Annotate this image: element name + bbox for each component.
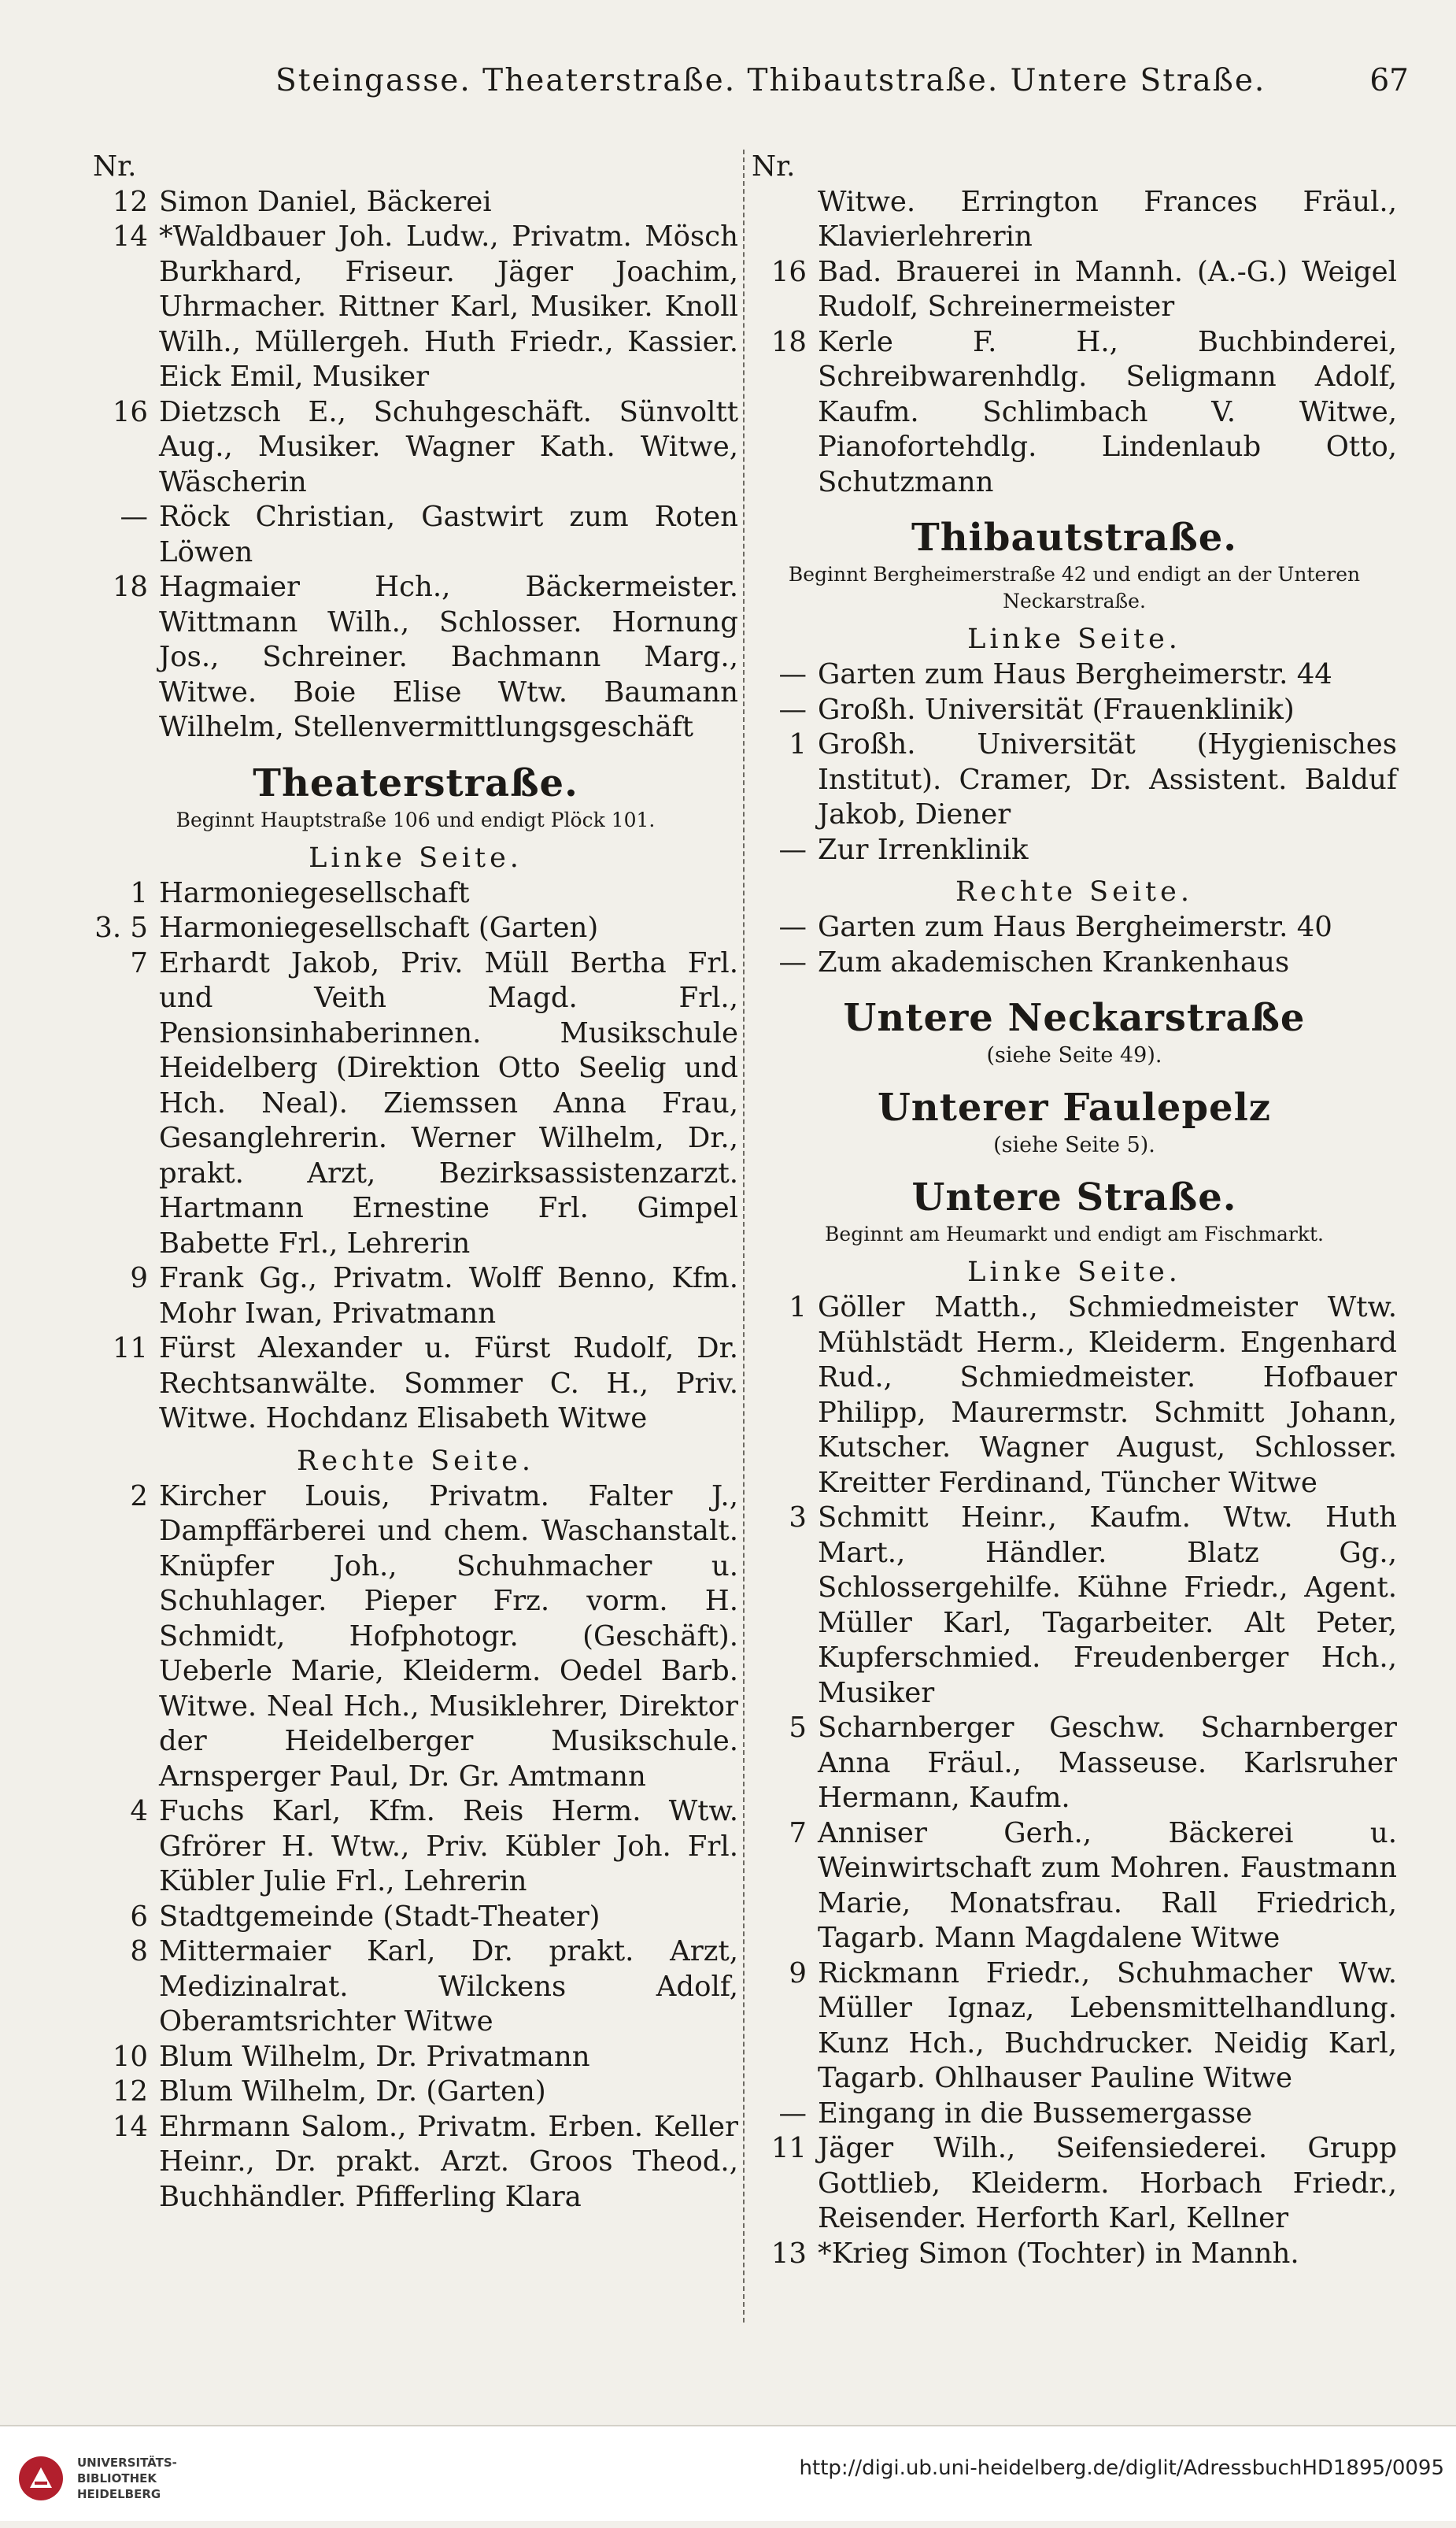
list-item (752, 946, 1397, 981)
list-item (93, 1331, 738, 1437)
list-item (752, 1290, 1397, 1501)
right-column (752, 150, 1397, 2271)
entry-text: Fuchs Karl, Kfm. Reis Herm. Wtw. Gfrörer H. Wtw., Priv. Kübler Joh. Frl. Kübler Julie Frl., Lehrerin (159, 1795, 738, 1897)
house-number: 9 (789, 1956, 807, 1989)
untere-strasse-list (752, 1290, 1397, 2271)
entry-text: Kerle F. H., Buchbinderei, Schreibwarenhdlg. Seligmann Adolf, Kaufm. Schlimbach V. Witwe, Pianofortehdlg. Lindenlaub Otto, Schutzmann (818, 325, 1397, 498)
house-number: 1 (789, 1291, 807, 1323)
list-item (752, 833, 1397, 868)
running-title: Steingasse. Theaterstraße. Thibautstraße. Untere Straße. (275, 63, 1266, 98)
list-item (93, 876, 738, 912)
logo-line: BIBLIOTHEK (77, 2471, 157, 2485)
list-item (93, 220, 738, 395)
entry-text: Kircher Louis, Privatm. Falter J., Dampffärberei und chem. Waschanstalt. Knüpfer Joh., Schuhmacher u. Schuhlager. Pieper Frz. vorm. H. Schmidt, Hofphotogr. (Geschäft). Ueberle Marie, Kleiderm. Oedel Barb. Witwe. Neal Hch., Musiklehrer, Direktor der Heidelberger Musikschule. Arnsperger Paul, Dr. Gr. Amtmann (159, 1479, 738, 1793)
house-number: 7 (130, 946, 148, 979)
house-number: 12 (112, 2075, 148, 2108)
entry-text: Röck Christian, Gastwirt zum Roten Löwen (159, 501, 738, 568)
list-item (93, 1479, 738, 1795)
house-number: 10 (112, 2040, 148, 2073)
entry-text: Garten zum Haus Bergheimerstr. 44 (818, 658, 1332, 690)
house-number: 3. 5 (94, 912, 148, 944)
side-label-left: Linke Seite. (967, 624, 1181, 655)
house-number: — (778, 833, 807, 866)
entry-text: Simon Daniel, Bäckerei (159, 185, 492, 218)
house-number: 6 (130, 1900, 148, 1933)
house-number: 8 (130, 1935, 148, 1967)
list-item (93, 1794, 738, 1900)
list-item (752, 2097, 1397, 2132)
see-page-note: (siehe Seite 49). (986, 1043, 1162, 1068)
steingasse-list-continued (752, 255, 1397, 501)
house-number: — (120, 501, 148, 533)
house-number: 11 (770, 2132, 807, 2164)
list-item (93, 570, 738, 746)
continued-entry (752, 185, 1397, 255)
street-heading-thibautstrasse: Thibautstraße. (911, 516, 1237, 560)
house-number: 1 (130, 876, 148, 909)
house-number: — (778, 658, 807, 690)
entry-text: *Waldbauer Joh. Ludw., Privatm. Mösch Burkhard, Friseur. Jäger Joachim, Uhrmacher. Rittner Karl, Musiker. Knoll Wilh., Müllergeh. Huth Friedr., Kassier. Eick Emil, Musiker (159, 220, 738, 393)
entry-text: Jäger Wilh., Seifensiederei. Grupp Gottlieb, Kleiderm. Horbach Friedr., Reisender. Herforth Karl, Kellner (818, 2132, 1397, 2234)
entry-text: Garten zum Haus Bergheimerstr. 40 (818, 911, 1332, 943)
list-item (93, 2075, 738, 2110)
entry-text: Frank Gg., Privatm. Wolff Benno, Kfm. Mohr Iwan, Privatmann (159, 1262, 738, 1330)
side-label-left: Linke Seite. (967, 1257, 1181, 1288)
entry-text: Ehrmann Salom., Privatm. Erben. Keller Heinr., Dr. prakt. Arzt. Groos Theod., Buchhändler. Pfifferling Klara (159, 2110, 738, 2213)
house-number: 1 (789, 728, 807, 761)
entry-text: Anniser Gerh., Bäckerei u. Weinwirtschaft zum Mohren. Faustmann Marie, Monatsfrau. Rall Friedrich, Tagarb. Mann Magdalene Witwe (818, 1816, 1397, 1954)
list-item (93, 2040, 738, 2075)
house-number: — (778, 946, 807, 979)
house-number: 18 (112, 571, 148, 603)
house-number: 14 (112, 2110, 148, 2143)
nr-label: Nr. (93, 150, 137, 183)
entry-text: Dietzsch E., Schuhgeschäft. Sünvoltt Aug., Musiker. Wagner Kath. Witwe, Wäscherin (159, 395, 738, 498)
side-label-right: Rechte Seite. (297, 1445, 534, 1477)
list-item (752, 1956, 1397, 2097)
street-subtitle: Beginnt am Heumarkt und endigt am Fischmarkt. (825, 1223, 1324, 1245)
left-column (93, 150, 738, 2215)
entry-text: Erhardt Jakob, Priv. Müll Bertha Frl. und Veith Magd. Frl., Pensionsinhaberinnen. Musikschule Heidelberg (Direktion Otto Seelig und Hch. Neal). Ziemssen Anna Frau, Gesanglehrerin. Werner Wilhelm, Dr., prakt. Arzt, Bezirksassistenzarzt. Hartmann Ernestine Frl. Gimpel Babette Frl., Lehrerin (159, 946, 738, 1260)
list-item (752, 1501, 1397, 1711)
entry-text: Zum akademischen Krankenhaus (818, 946, 1290, 979)
house-number: — (778, 2097, 807, 2130)
entry-text: Zur Irrenklinik (818, 833, 1029, 866)
side-label-left: Linke Seite. (309, 842, 523, 874)
list-item (752, 2131, 1397, 2237)
entry-text: Harmoniegesellschaft (Garten) (159, 912, 599, 944)
entry-text: Blum Wilhelm, Dr. Privatmann (159, 2040, 590, 2073)
logo-line: UNIVERSITÄTS- (77, 2456, 177, 2470)
library-logo[interactable] (16, 2453, 220, 2516)
house-number: 14 (112, 220, 148, 253)
list-item (93, 2110, 738, 2215)
thibautstrasse-left-list (752, 657, 1397, 868)
list-item (93, 1261, 738, 1331)
entry-text: Rickmann Friedr., Schuhmacher Ww. Müller Ignaz, Lebensmittelhandlung. Kunz Hch., Buchdrucker. Neidig Karl, Tagarb. Ohlhauser Pauline Witwe (818, 1956, 1397, 2094)
house-number: 5 (789, 1712, 807, 1744)
entry-text: Harmoniegesellschaft (159, 876, 470, 909)
entry-text: *Krieg Simon (Tochter) in Mannh. (818, 2237, 1299, 2270)
entry-text: Großh. Universität (Frauenklinik) (818, 693, 1295, 726)
library-seal-icon (16, 2453, 71, 2508)
entry-text: Fürst Alexander u. Fürst Rudolf, Dr. Rechtsanwälte. Sommer C. H., Priv. Witwe. Hochdanz Elisabeth Witwe (159, 1332, 738, 1434)
house-number: 16 (112, 395, 148, 428)
page-number: 67 (1369, 63, 1409, 98)
theaterstrasse-left-list (93, 876, 738, 1437)
page-header (0, 63, 1456, 118)
house-number: 18 (770, 325, 807, 358)
house-number: — (778, 693, 807, 726)
house-number: 3 (789, 1501, 807, 1534)
side-label-right: Rechte Seite. (955, 876, 1193, 908)
street-heading-untere-strasse: Untere Straße. (911, 1175, 1237, 1220)
footer-bar (0, 2425, 1456, 2521)
list-item (93, 946, 738, 1262)
list-item (752, 1711, 1397, 1816)
entry-text: Göller Matth., Schmiedmeister Wtw. Mühlstädt Herm., Kleiderm. Engenhard Rud., Schmiedmeister. Hofbauer Philipp, Maurermstr. Schmitt Johann, Kutscher. Wagner August, Schlosser. Kreitter Ferdinand, Tüncher Witwe (818, 1291, 1397, 1499)
entry-text: Blum Wilhelm, Dr. (Garten) (159, 2075, 546, 2108)
list-item (752, 693, 1397, 728)
list-item (752, 1816, 1397, 1956)
street-heading-unterer-faulepelz: Unterer Faulepelz (877, 1086, 1272, 1130)
entry-text: Hagmaier Hch., Bäckermeister. Wittmann Wilh., Schlosser. Hornung Jos., Schreiner. Bachmann Marg., Witwe. Boie Elise Wtw. Baumann Wilhelm, Stellenvermittlungsgeschäft (159, 571, 738, 743)
list-item (752, 657, 1397, 693)
theaterstrasse-right-list (93, 1479, 738, 2215)
list-item (93, 911, 738, 946)
street-heading-untere-neckarstrasse: Untere Neckarstraße (843, 996, 1306, 1040)
house-number: — (778, 911, 807, 943)
thibautstrasse-right-list (752, 910, 1397, 980)
list-item (752, 325, 1397, 501)
house-number: 9 (130, 1262, 148, 1294)
entry-text: Großh. Universität (Hygienisches Institut). Cramer, Dr. Assistent. Balduf Jakob, Diener (818, 728, 1397, 831)
street-subtitle: Beginnt Hauptstraße 106 und endigt Plöck 101. (176, 808, 656, 831)
logo-line: HEIDELBERG (77, 2487, 161, 2501)
house-number: 13 (770, 2237, 807, 2270)
list-item (93, 500, 738, 570)
entry-text: Schmitt Heinr., Kaufm. Wtw. Huth Mart., Händler. Blatz Gg., Schlossergehilfe. Kühne Friedr., Agent. Müller Karl, Tagarbeiter. Alt Peter, Kupferschmied. Freudenberger Hch., Musiker (818, 1501, 1397, 1709)
list-item (752, 910, 1397, 946)
entry-text: Stadtgemeinde (Stadt-Theater) (159, 1900, 601, 1933)
entry-text: Witwe. Errington Frances Fräul., Klavierlehrerin (818, 185, 1397, 253)
list-item (93, 1900, 738, 1935)
list-item (752, 727, 1397, 833)
entry-text: Mittermaier Karl, Dr. prakt. Arzt, Medizinalrat. Wilckens Adolf, Oberamtsrichter Witwe (159, 1935, 738, 2038)
list-item (93, 395, 738, 501)
source-url-link[interactable]: http://digi.ub.uni-heidelberg.de/diglit/AdressbuchHD1895/0095 (799, 2456, 1444, 2480)
list-item (93, 185, 738, 220)
street-subtitle: Beginnt Bergheimerstraße 42 und endigt an der Unteren Neckarstraße. (788, 563, 1361, 613)
house-number: 7 (789, 1816, 807, 1849)
steingasse-list (93, 185, 738, 746)
house-number: 12 (112, 185, 148, 218)
house-number: 4 (130, 1795, 148, 1827)
house-number: 11 (112, 1332, 148, 1364)
street-heading-theaterstrasse: Theaterstraße. (253, 761, 578, 805)
list-item (93, 1934, 738, 2040)
entry-text: Eingang in die Bussemergasse (818, 2097, 1253, 2130)
list-item (752, 255, 1397, 325)
list-item (752, 2237, 1397, 2272)
house-number: 2 (130, 1479, 148, 1512)
column-divider (743, 150, 745, 2323)
see-page-note: (siehe Seite 5). (993, 1133, 1155, 1157)
entry-text: Bad. Brauerei in Mannh. (A.-G.) Weigel Rudolf, Schreinermeister (818, 255, 1397, 323)
nr-label: Nr. (752, 150, 796, 183)
entry-text: Scharnberger Geschw. Scharnberger Anna Fräul., Masseuse. Karlsruher Hermann, Kaufm. (818, 1712, 1397, 1814)
house-number: 16 (770, 255, 807, 288)
